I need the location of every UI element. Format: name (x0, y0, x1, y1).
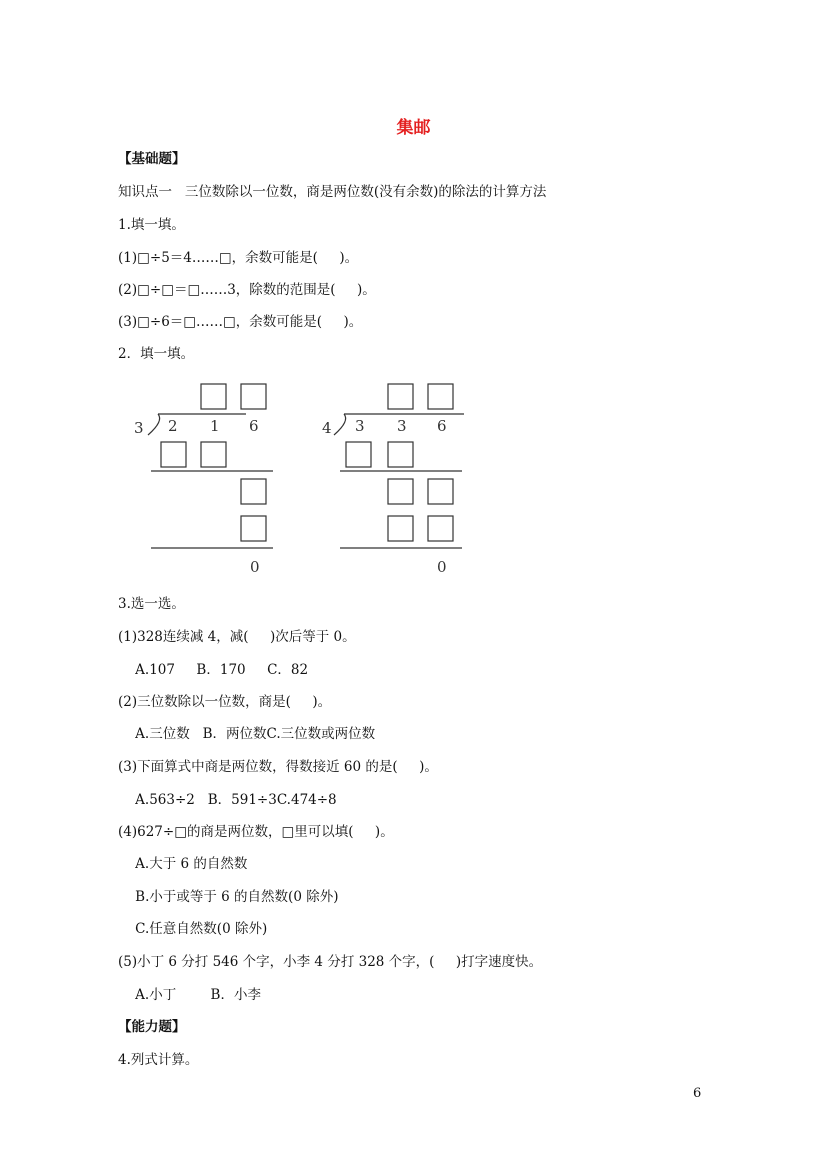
divisor: 4 (322, 419, 332, 437)
final-remainder: 0 (437, 558, 447, 576)
answer-box (388, 479, 413, 504)
answer-box (388, 384, 413, 409)
answer-box (241, 384, 266, 409)
question-3-part-4-option-a: A.大于 6 的自然数 (118, 856, 248, 872)
division-bracket (148, 414, 160, 435)
long-division-left (134, 384, 273, 576)
question-4-heading: 4.列式计算。 (118, 1052, 199, 1068)
divisor: 3 (134, 419, 144, 437)
answer-box (346, 442, 371, 467)
question-3-part-4: (4)627÷□的商是两位数，□里可以填( )。 (118, 824, 394, 840)
dividend-digit: 1 (210, 417, 220, 435)
question-3-part-5: (5)小丁 6 分打 546 个字，小李 4 分打 328 个字，( )打字速度快。 (118, 954, 543, 970)
answer-box (201, 384, 226, 409)
dividend-digit: 6 (437, 417, 447, 435)
answer-box (201, 442, 226, 467)
section-heading-ability: 【能力题】 (118, 1019, 186, 1035)
question-3-part-4-option-b: B.小于或等于 6 的自然数(0 除外) (118, 889, 339, 905)
question-3-part-1: (1)328连续减 4，减( )次后等于 0。 (118, 629, 356, 645)
answer-box (428, 516, 453, 541)
answer-box (241, 479, 266, 504)
answer-box (388, 516, 413, 541)
question-3-heading: 3.选一选。 (118, 596, 185, 612)
question-2-heading: 2．填一填。 (118, 346, 195, 362)
question-1-heading: 1.填一填。 (118, 217, 185, 233)
dividend-digit: 2 (168, 417, 178, 435)
section-heading-basic: 【基础题】 (118, 151, 186, 167)
question-1-part-2: (2)□÷□＝□……3，除数的范围是( )。 (118, 282, 376, 298)
page-number: 6 (693, 1086, 702, 1101)
knowledge-point-heading: 知识点一 三位数除以一位数，商是两位数(没有余数)的除法的计算方法 (118, 184, 547, 200)
answer-box (161, 442, 186, 467)
answer-box (241, 516, 266, 541)
dividend-digit: 6 (249, 417, 259, 435)
question-1-part-1: (1)□÷5＝4……□，余数可能是( )。 (118, 250, 359, 266)
long-division-figures (118, 376, 478, 582)
final-remainder: 0 (250, 558, 260, 576)
question-3-part-5-options: A.小丁 B．小李 (118, 987, 261, 1003)
long-division-right (322, 384, 464, 576)
dividend-digit: 3 (355, 417, 365, 435)
question-3-part-1-options: A.107 B．170 C．82 (118, 662, 309, 678)
question-3-part-4-option-c: C.任意自然数(0 除外) (118, 921, 268, 937)
question-1-part-3: (3)□÷6＝□……□，余数可能是( )。 (118, 314, 363, 330)
page-title: 集邮 (396, 118, 431, 138)
answer-box (388, 442, 413, 467)
question-3-part-2-options: A.三位数 B．两位数C.三位数或两位数 (118, 726, 376, 742)
question-3-part-3-options: A.563÷2 B．591÷3C.474÷8 (118, 792, 337, 808)
division-bracket (334, 414, 346, 435)
question-3-part-3: (3)下面算式中商是两位数，得数接近 60 的是( )。 (118, 759, 438, 775)
question-3-part-2: (2)三位数除以一位数，商是( )。 (118, 694, 332, 710)
dividend-digit: 3 (397, 417, 407, 435)
answer-box (428, 479, 453, 504)
answer-box (428, 384, 453, 409)
